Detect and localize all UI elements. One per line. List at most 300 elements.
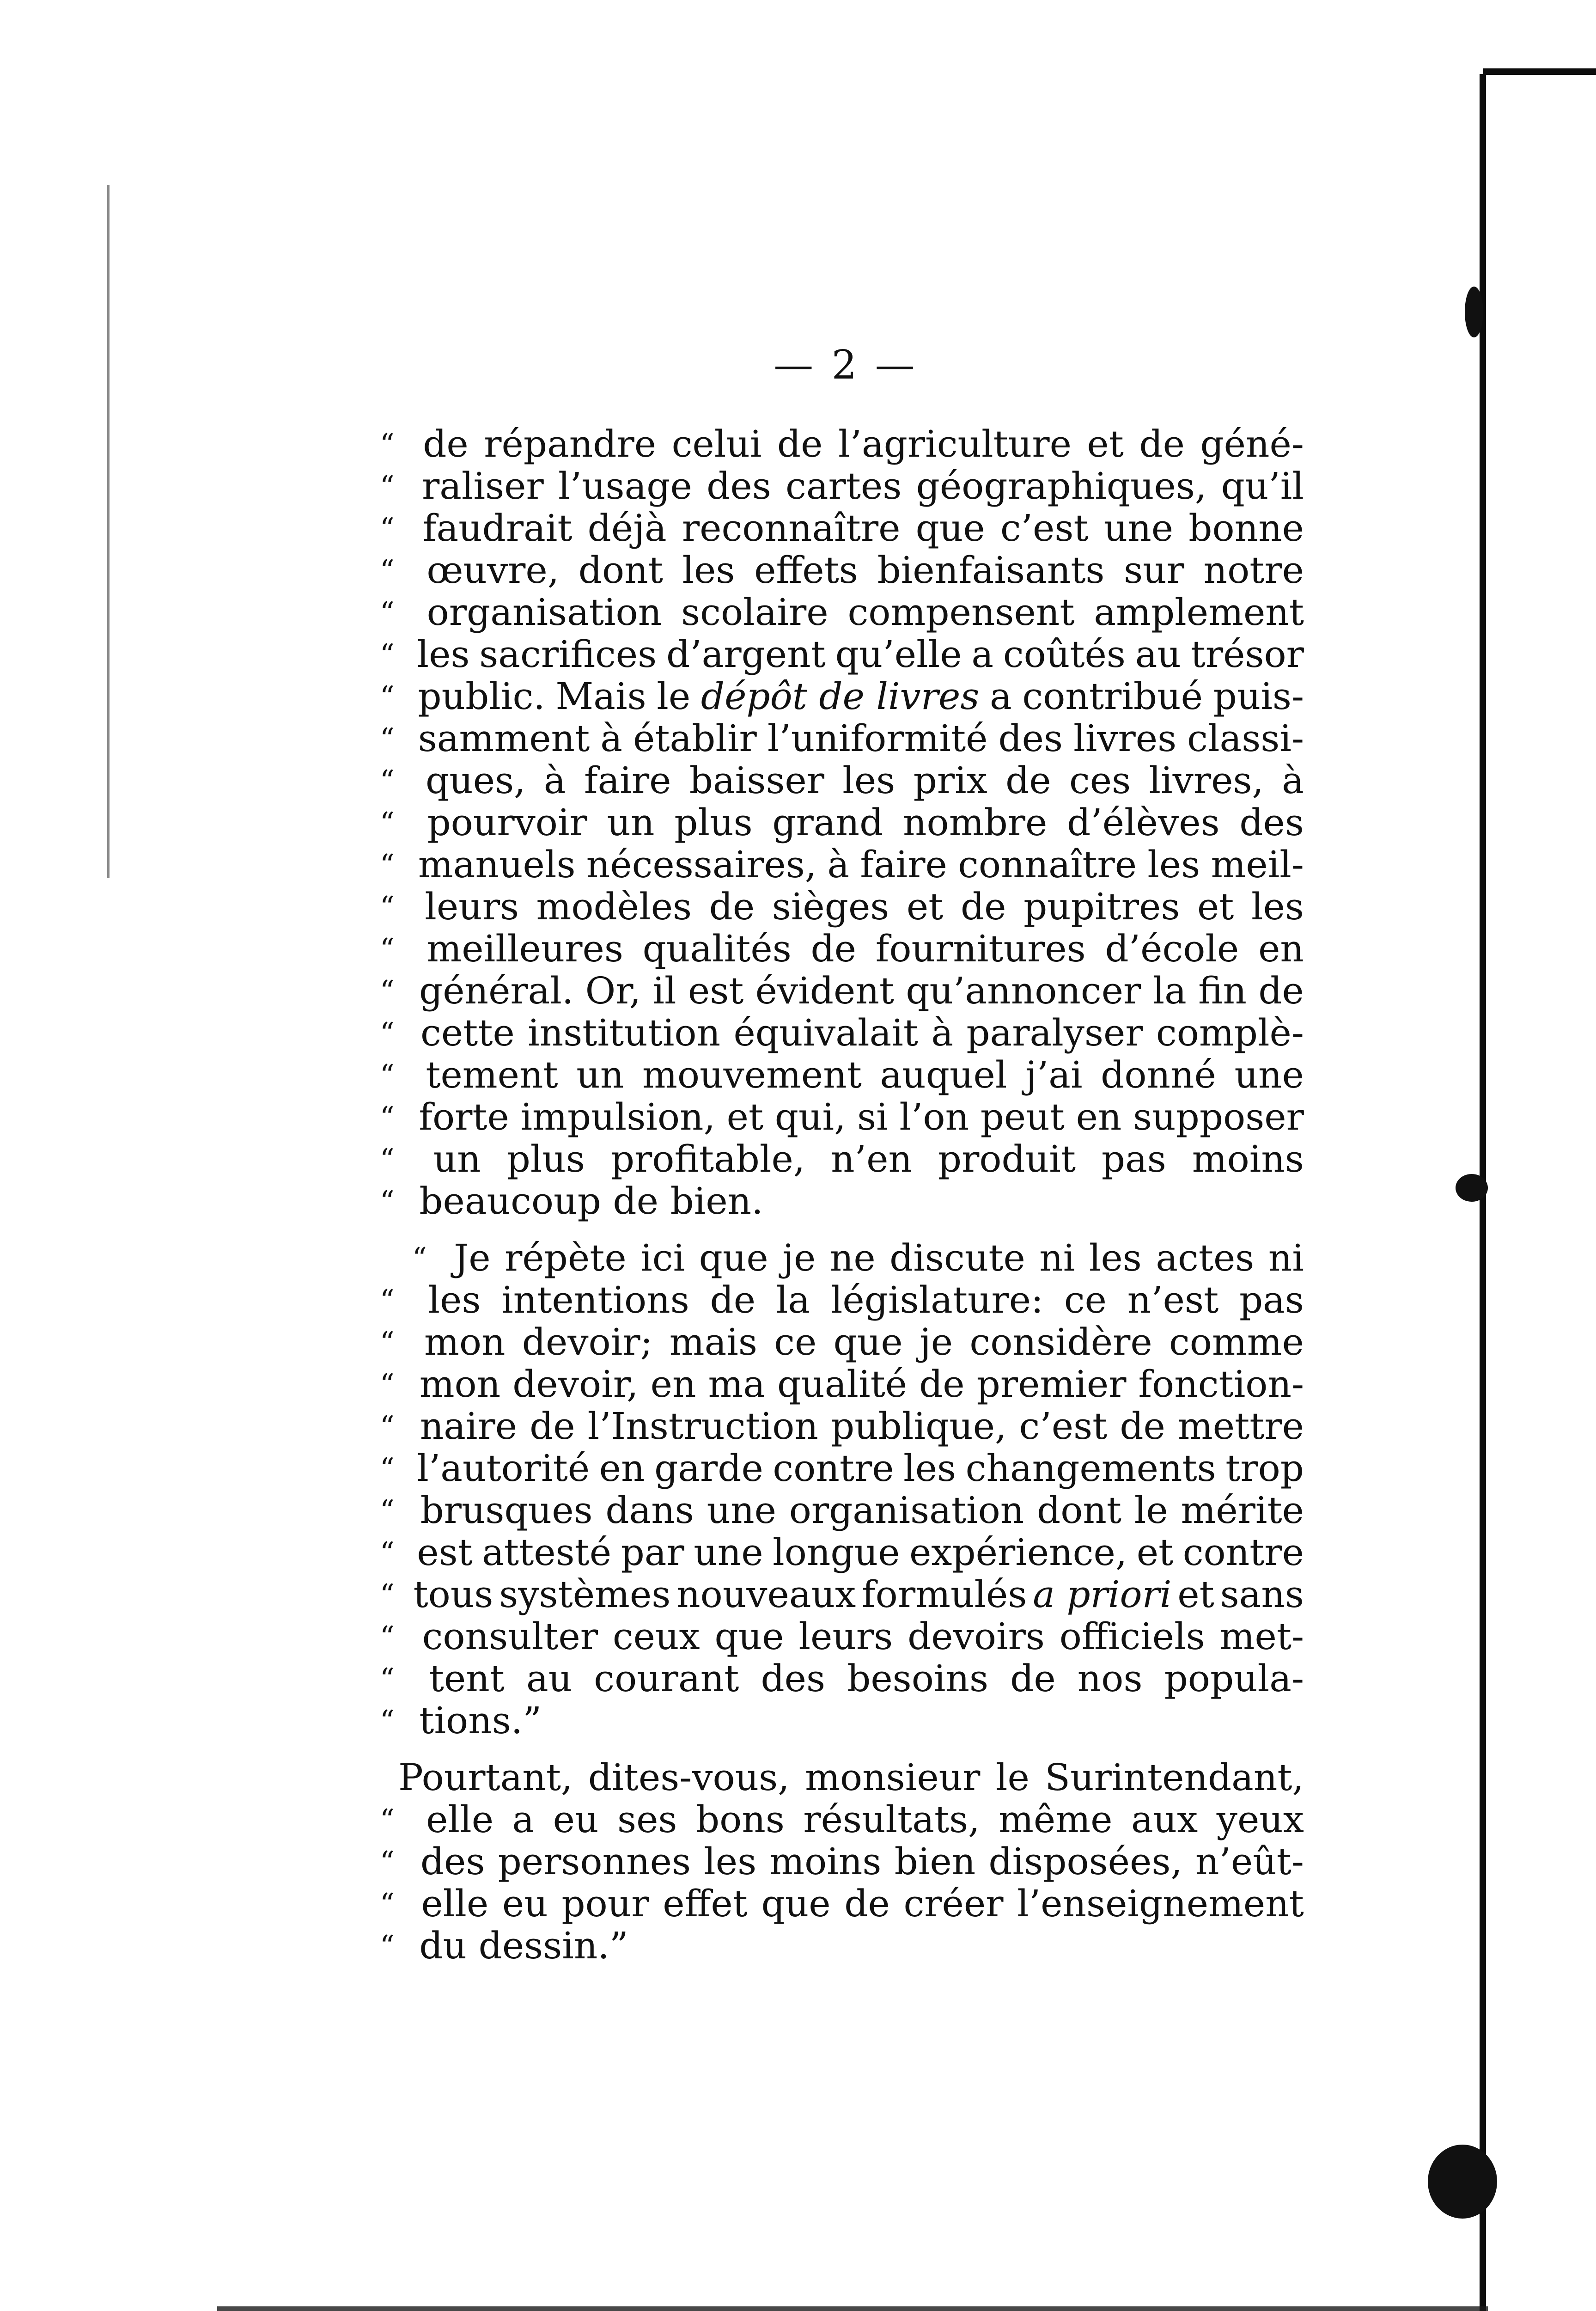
word: intentions bbox=[501, 1278, 689, 1321]
text-line bbox=[380, 675, 1304, 717]
quote-mark: “ bbox=[380, 1845, 395, 1878]
text-line bbox=[380, 1883, 1304, 1925]
word: brusques bbox=[420, 1489, 593, 1532]
word: les bbox=[1089, 1236, 1142, 1279]
word: impulsion, bbox=[520, 1095, 715, 1138]
word: évident bbox=[755, 969, 895, 1012]
word: œuvre, bbox=[426, 549, 560, 592]
text-line bbox=[380, 1700, 1304, 1742]
word: supposer bbox=[1133, 1095, 1304, 1138]
word: premier bbox=[976, 1363, 1127, 1406]
word: et bbox=[1177, 1573, 1214, 1616]
word: a priori bbox=[1033, 1573, 1172, 1616]
word: ces bbox=[1069, 759, 1131, 802]
word: qualité bbox=[777, 1363, 908, 1406]
ink-blot bbox=[1428, 2145, 1497, 2219]
word: devoirs bbox=[908, 1615, 1045, 1658]
quote-mark: “ bbox=[380, 427, 395, 461]
word: officiels bbox=[1059, 1615, 1205, 1658]
text-line bbox=[380, 1321, 1304, 1363]
word: profitable, bbox=[610, 1137, 805, 1180]
word: mettre bbox=[1177, 1405, 1304, 1448]
word: effets bbox=[754, 549, 858, 592]
word: public. bbox=[418, 675, 545, 718]
text-line bbox=[380, 1657, 1304, 1700]
quote-mark: “ bbox=[380, 469, 395, 503]
word: des bbox=[1239, 801, 1304, 844]
right-page-edge-top bbox=[1483, 68, 1596, 75]
word: je bbox=[919, 1321, 953, 1363]
word: a bbox=[971, 633, 994, 676]
word: popula- bbox=[1164, 1657, 1304, 1700]
word: beaucoup bbox=[419, 1180, 601, 1223]
word: créer bbox=[903, 1882, 1004, 1925]
word: mon bbox=[419, 1363, 501, 1406]
word: forte bbox=[419, 1095, 509, 1138]
text-line bbox=[380, 1279, 1304, 1321]
quote-mark: “ bbox=[380, 1620, 395, 1653]
word: naire bbox=[420, 1405, 518, 1448]
word: si bbox=[857, 1095, 888, 1138]
word: de bbox=[777, 422, 823, 465]
word: de bbox=[960, 885, 1006, 928]
word: l’enseignement bbox=[1017, 1882, 1304, 1925]
word: nécessaires, bbox=[586, 843, 817, 886]
word: contribué bbox=[1022, 675, 1203, 718]
word: institution bbox=[528, 1011, 721, 1054]
word: devoir, bbox=[512, 1363, 639, 1406]
quote-mark: “ bbox=[380, 764, 395, 797]
quote-mark: “ bbox=[380, 890, 395, 923]
left-page-edge bbox=[107, 185, 110, 878]
word: a bbox=[512, 1798, 535, 1841]
word: paralyser bbox=[966, 1011, 1143, 1054]
quote-mark: “ bbox=[380, 1493, 395, 1527]
word: géographiques, bbox=[916, 465, 1207, 507]
word: mon bbox=[424, 1321, 506, 1363]
word: est bbox=[417, 1531, 473, 1574]
text-line bbox=[380, 1363, 1304, 1405]
quote-mark: “ bbox=[380, 637, 395, 671]
word: systèmes bbox=[499, 1573, 671, 1616]
word: courant bbox=[594, 1657, 739, 1700]
word: ni bbox=[1039, 1236, 1075, 1279]
word: n’eût- bbox=[1195, 1840, 1304, 1883]
word: des bbox=[761, 1657, 826, 1700]
word: à bbox=[600, 717, 622, 760]
ink-blot bbox=[1465, 287, 1483, 337]
word: les bbox=[842, 759, 895, 802]
word: par bbox=[621, 1531, 684, 1574]
text-line bbox=[380, 633, 1304, 675]
word: garde bbox=[654, 1447, 763, 1490]
word: n’en bbox=[831, 1137, 912, 1180]
text-line bbox=[380, 1138, 1304, 1180]
word: classi- bbox=[1187, 717, 1304, 760]
text-line bbox=[380, 1180, 1304, 1222]
word: contre bbox=[773, 1447, 894, 1490]
word: longue bbox=[773, 1531, 900, 1574]
word: général. bbox=[419, 969, 574, 1012]
word: compensent bbox=[847, 591, 1075, 634]
word: l’uniformité bbox=[767, 717, 988, 760]
word: du bbox=[419, 1924, 467, 1967]
word: devoir; bbox=[522, 1321, 653, 1363]
word: tement bbox=[426, 1053, 558, 1096]
quote-mark: “ bbox=[380, 1704, 395, 1737]
word: moins bbox=[769, 1840, 882, 1883]
word: reconnaître bbox=[682, 507, 901, 550]
word: disposées, bbox=[988, 1840, 1182, 1883]
word: établir bbox=[633, 717, 757, 760]
word: le bbox=[995, 1756, 1029, 1799]
word: c’est bbox=[1000, 507, 1089, 550]
text-line bbox=[380, 465, 1304, 507]
word: raliser bbox=[421, 465, 544, 507]
quote-mark: “ bbox=[380, 1100, 395, 1134]
word: notre bbox=[1203, 549, 1304, 592]
word: de bbox=[613, 1180, 658, 1223]
text-line bbox=[380, 1531, 1304, 1573]
word: faudrait bbox=[422, 507, 573, 550]
word: de bbox=[844, 1882, 890, 1925]
word: que bbox=[761, 1882, 831, 1925]
word: effet bbox=[663, 1882, 748, 1925]
word: pupitres bbox=[1023, 885, 1180, 928]
word: qu’annoncer bbox=[906, 969, 1141, 1012]
word: de bbox=[1005, 759, 1051, 802]
text-line bbox=[380, 759, 1304, 801]
word: que bbox=[915, 507, 985, 550]
word: ni bbox=[1268, 1236, 1304, 1279]
word: de bbox=[1258, 969, 1304, 1012]
word: et bbox=[1197, 885, 1234, 928]
text-line bbox=[380, 1756, 1304, 1798]
word: équivalait bbox=[733, 1011, 919, 1054]
word: des bbox=[420, 1840, 485, 1883]
word: ce bbox=[1064, 1278, 1107, 1321]
text-line bbox=[380, 844, 1304, 886]
text-line bbox=[380, 1054, 1304, 1096]
word: faire bbox=[860, 843, 947, 886]
text-line bbox=[380, 1237, 1304, 1279]
quote-mark: “ bbox=[380, 1058, 395, 1092]
word: que bbox=[714, 1615, 784, 1658]
text-line bbox=[380, 1489, 1304, 1531]
text-line bbox=[380, 801, 1304, 844]
quote-mark: “ bbox=[380, 1451, 395, 1485]
word: formulés bbox=[862, 1573, 1027, 1616]
word: c’est bbox=[1019, 1405, 1108, 1448]
word: l’usage bbox=[558, 465, 692, 507]
word: d’argent bbox=[666, 633, 826, 676]
word: une bbox=[1234, 1053, 1304, 1096]
word: le bbox=[657, 675, 691, 718]
quote-mark: “ bbox=[380, 679, 395, 713]
word: meilleures bbox=[426, 927, 623, 970]
word: coûtés bbox=[1003, 633, 1126, 676]
quote-mark: “ bbox=[380, 848, 395, 881]
word: bien. bbox=[670, 1180, 763, 1223]
word: les bbox=[417, 633, 470, 676]
quote-mark: “ bbox=[380, 1887, 395, 1920]
text-line bbox=[380, 886, 1304, 928]
word: meil- bbox=[1211, 843, 1304, 886]
word: à bbox=[1282, 759, 1304, 802]
word: mais bbox=[669, 1321, 757, 1363]
word: fonction- bbox=[1138, 1363, 1304, 1406]
word: eu bbox=[502, 1882, 548, 1925]
word: baisser bbox=[689, 759, 824, 802]
word: mérite bbox=[1181, 1489, 1304, 1532]
word: celui bbox=[671, 422, 762, 465]
word: de bbox=[810, 927, 857, 970]
word: une bbox=[707, 1489, 776, 1532]
word: sans bbox=[1220, 1573, 1304, 1616]
quote-mark: “ bbox=[380, 1325, 395, 1359]
word: organisation bbox=[426, 591, 662, 634]
quote-mark: “ bbox=[380, 1803, 395, 1836]
word: a bbox=[990, 675, 1012, 718]
word: de bbox=[1010, 1657, 1056, 1700]
word: elle bbox=[421, 1882, 489, 1925]
text-line bbox=[380, 1405, 1304, 1447]
word: en bbox=[599, 1447, 645, 1490]
word: ques, bbox=[426, 759, 526, 802]
word: leurs bbox=[798, 1615, 893, 1658]
text-line bbox=[380, 970, 1304, 1012]
word: amplement bbox=[1094, 591, 1304, 634]
quote-mark: “ bbox=[380, 1367, 395, 1401]
quote-mark: “ bbox=[380, 932, 395, 966]
word: fin bbox=[1198, 969, 1247, 1012]
word: les bbox=[428, 1278, 481, 1321]
word: qualités bbox=[642, 927, 792, 970]
word: sièges bbox=[772, 885, 889, 928]
word: dans bbox=[605, 1489, 694, 1532]
word: le bbox=[1134, 1489, 1168, 1532]
quote-mark: “ bbox=[380, 511, 395, 545]
word: expérience, bbox=[909, 1531, 1127, 1574]
word: en bbox=[1076, 1095, 1122, 1138]
quote-mark: “ bbox=[380, 1409, 395, 1443]
word: n’est bbox=[1127, 1278, 1219, 1321]
word: besoins bbox=[847, 1657, 989, 1700]
word: trop bbox=[1225, 1447, 1304, 1490]
word: produit bbox=[938, 1137, 1076, 1180]
word: de bbox=[919, 1363, 965, 1406]
word: plus bbox=[506, 1137, 585, 1180]
text-line bbox=[380, 423, 1304, 465]
word: donné bbox=[1101, 1053, 1216, 1096]
word: comme bbox=[1169, 1321, 1304, 1363]
quote-mark: “ bbox=[380, 1283, 395, 1317]
word: mouvement bbox=[642, 1053, 862, 1096]
quote-mark: “ bbox=[380, 1662, 395, 1695]
word: puis- bbox=[1213, 675, 1304, 718]
word: de bbox=[423, 422, 469, 465]
word: et bbox=[1087, 422, 1124, 465]
word: et bbox=[906, 885, 944, 928]
text-line bbox=[380, 928, 1304, 970]
text-line bbox=[380, 1012, 1304, 1054]
word: aux bbox=[1131, 1798, 1198, 1841]
word: pas bbox=[1239, 1278, 1304, 1321]
text-line bbox=[380, 549, 1304, 591]
word: ses bbox=[617, 1798, 677, 1841]
word: que bbox=[699, 1236, 768, 1279]
word: ne bbox=[829, 1236, 876, 1279]
word: actes bbox=[1156, 1236, 1255, 1279]
word: une bbox=[1103, 507, 1174, 550]
word: manuels bbox=[418, 843, 576, 886]
word: Mais bbox=[555, 675, 646, 718]
word: elle bbox=[426, 1798, 494, 1841]
word: l’Instruction bbox=[587, 1405, 818, 1448]
word: bien bbox=[894, 1840, 976, 1883]
quote-mark: “ bbox=[380, 806, 395, 839]
word: livres bbox=[1073, 717, 1177, 760]
word: de bbox=[530, 1405, 575, 1448]
ink-blot bbox=[1456, 1174, 1488, 1202]
bottom-page-edge bbox=[217, 2306, 1488, 2311]
word: sacrifices bbox=[479, 633, 657, 676]
word: Or, bbox=[585, 969, 641, 1012]
word: un bbox=[433, 1137, 481, 1180]
word: j’ai bbox=[1025, 1053, 1083, 1096]
word: des bbox=[707, 465, 771, 507]
text-line bbox=[380, 1615, 1304, 1657]
word: les bbox=[704, 1840, 757, 1883]
word: prix bbox=[913, 759, 987, 802]
word: à bbox=[543, 759, 566, 802]
quote-mark: “ bbox=[380, 1535, 395, 1569]
word: faire bbox=[584, 759, 671, 802]
text-line bbox=[380, 1573, 1304, 1615]
word: eu bbox=[553, 1798, 599, 1841]
word: au bbox=[526, 1657, 573, 1700]
word: qui, bbox=[774, 1095, 846, 1138]
quote-mark: “ bbox=[380, 1016, 395, 1050]
word: complè- bbox=[1156, 1011, 1304, 1054]
word: pas bbox=[1101, 1137, 1166, 1180]
word: cartes bbox=[786, 465, 902, 507]
quote-mark: “ bbox=[380, 1577, 395, 1611]
page-number: — 2 — bbox=[774, 342, 918, 388]
word: livres, bbox=[1149, 759, 1264, 802]
word: pour bbox=[561, 1882, 649, 1925]
word: moins bbox=[1192, 1137, 1304, 1180]
text-line bbox=[380, 1840, 1304, 1883]
text-line bbox=[380, 591, 1304, 633]
word: les bbox=[1251, 885, 1304, 928]
word: pourvoir bbox=[427, 801, 587, 844]
word: de bbox=[1139, 422, 1185, 465]
text-line bbox=[380, 1447, 1304, 1489]
word: je bbox=[782, 1236, 816, 1279]
word: publique, bbox=[830, 1405, 1007, 1448]
word: les bbox=[903, 1447, 956, 1490]
word: bienfaisants bbox=[877, 549, 1105, 592]
text-line bbox=[380, 507, 1304, 549]
text-line bbox=[380, 1925, 1304, 1967]
word: ce bbox=[774, 1321, 817, 1363]
word: auquel bbox=[880, 1053, 1007, 1096]
text-line bbox=[380, 1096, 1304, 1138]
body-text bbox=[380, 423, 1304, 1967]
word: la bbox=[1152, 969, 1187, 1012]
word: nouveaux bbox=[676, 1573, 856, 1616]
word: cette bbox=[420, 1011, 515, 1054]
word: il bbox=[652, 969, 676, 1012]
quote-mark: “ bbox=[380, 974, 395, 1008]
word: que bbox=[833, 1321, 903, 1363]
word: en bbox=[650, 1363, 696, 1406]
word: Je bbox=[454, 1236, 491, 1279]
word: qu’il bbox=[1221, 465, 1304, 507]
word: même bbox=[999, 1798, 1113, 1841]
quote-mark: “ bbox=[380, 595, 395, 629]
word: répète bbox=[505, 1236, 627, 1279]
word: de bbox=[710, 1278, 756, 1321]
word: déjà bbox=[587, 507, 667, 550]
word: nombre bbox=[903, 801, 1048, 844]
word: des bbox=[998, 717, 1063, 760]
word: connaître bbox=[958, 843, 1137, 886]
word: samment bbox=[418, 717, 590, 760]
word: trésor bbox=[1190, 633, 1304, 676]
word: la bbox=[776, 1278, 810, 1321]
word: dont bbox=[578, 549, 663, 592]
word: consulter bbox=[422, 1615, 598, 1658]
word: peut bbox=[980, 1095, 1065, 1138]
word: fournitures bbox=[875, 927, 1086, 970]
word: sur bbox=[1124, 549, 1184, 592]
word: d’école bbox=[1105, 927, 1239, 970]
word: monsieur bbox=[805, 1756, 981, 1799]
word: les bbox=[682, 549, 735, 592]
word: répandre bbox=[484, 422, 657, 465]
quote-mark: “ bbox=[380, 553, 395, 587]
word: scolaire bbox=[681, 591, 828, 634]
word: dépôt de livres bbox=[701, 675, 980, 718]
word: les bbox=[1147, 843, 1200, 886]
word: et bbox=[726, 1095, 764, 1138]
word: modèles bbox=[536, 885, 692, 928]
word: organisation bbox=[789, 1489, 1024, 1532]
text-line bbox=[380, 717, 1304, 759]
word: tent bbox=[429, 1657, 505, 1700]
word: leurs bbox=[425, 885, 519, 928]
word: législature: bbox=[830, 1278, 1044, 1321]
quote-mark: “ bbox=[412, 1241, 427, 1275]
word: attesté bbox=[482, 1531, 612, 1574]
word: géné- bbox=[1200, 422, 1304, 465]
quote-mark: “ bbox=[380, 1184, 395, 1218]
word: yeux bbox=[1216, 1798, 1304, 1841]
word: d’élèves bbox=[1067, 801, 1220, 844]
word: tous bbox=[413, 1573, 493, 1616]
word: nos bbox=[1077, 1657, 1143, 1700]
word: personnes bbox=[498, 1840, 691, 1883]
word: met- bbox=[1219, 1615, 1304, 1658]
quote-mark: “ bbox=[380, 1142, 395, 1176]
word: dites-vous, bbox=[588, 1756, 790, 1799]
word: un bbox=[576, 1053, 624, 1096]
word: Surintendant, bbox=[1045, 1756, 1304, 1799]
word: l’on bbox=[899, 1095, 969, 1138]
word: est bbox=[688, 969, 744, 1012]
